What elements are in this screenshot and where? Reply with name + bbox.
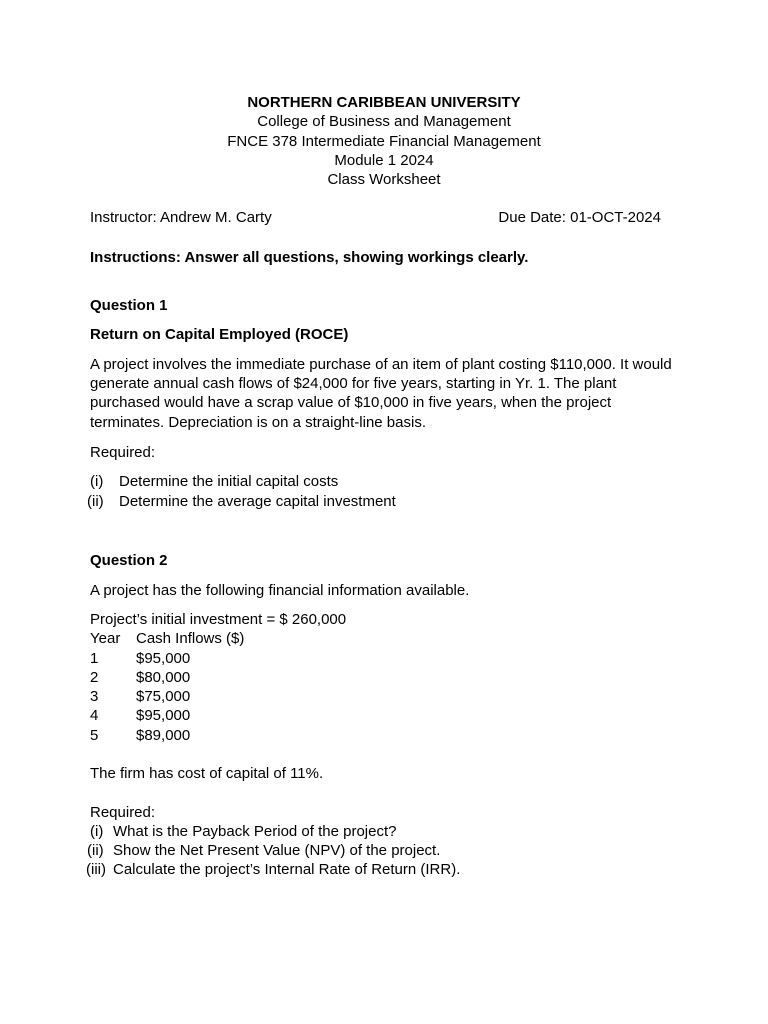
table-cell-cash: $89,000 xyxy=(136,727,191,744)
question-1-text-line: purchased would have a scrap value of $10,000 in five years, when the project xyxy=(90,394,612,411)
worksheet-type: Class Worksheet xyxy=(327,171,441,188)
table-cell-year: 5 xyxy=(90,727,99,744)
list-item-number: (ii) xyxy=(87,842,104,859)
question-1-text-line: A project involves the immediate purchase of an item of plant costing $110,000. It would xyxy=(90,356,672,373)
list-item-number: (i) xyxy=(90,473,104,490)
university-title: NORTHERN CARIBBEAN UNIVERSITY xyxy=(247,94,521,111)
table-header-cash: Cash Inflows ($) xyxy=(136,630,245,647)
question-2-heading: Question 2 xyxy=(90,552,168,569)
table-cell-cash: $95,000 xyxy=(136,707,191,724)
question-1-text-line: generate annual cash flows of $24,000 for five years, starting in Yr. 1. The plant xyxy=(90,375,617,392)
table-header-year: Year xyxy=(90,630,121,647)
module-label: Module 1 2024 xyxy=(334,152,434,169)
question-1-required: Required: xyxy=(90,444,156,461)
course-title: FNCE 378 Intermediate Financial Management xyxy=(227,133,541,150)
initial-investment: Project’s initial investment = $ 260,000 xyxy=(90,611,347,628)
table-cell-cash: $95,000 xyxy=(136,650,191,667)
list-item-number: (ii) xyxy=(87,493,104,510)
table-cell-year: 1 xyxy=(90,650,99,667)
table-cell-cash: $75,000 xyxy=(136,688,191,705)
list-item-number: (iii) xyxy=(86,861,106,878)
table-cell-year: 4 xyxy=(90,707,99,724)
question-2-intro: A project has the following financial information available. xyxy=(90,582,470,599)
list-item-text: Determine the average capital investment xyxy=(119,493,396,510)
question-1-heading: Question 1 xyxy=(90,297,168,314)
cost-of-capital: The firm has cost of capital of 11%. xyxy=(90,765,324,782)
college-name: College of Business and Management xyxy=(257,113,511,130)
list-item-text: What is the Payback Period of the project? xyxy=(113,823,397,840)
instructions: Instructions: Answer all questions, showing workings clearly. xyxy=(90,249,529,266)
list-item-text: Calculate the project’s Internal Rate of Return (IRR). xyxy=(113,861,461,878)
table-cell-year: 2 xyxy=(90,669,99,686)
instructor-line: Instructor: Andrew M. Carty xyxy=(90,209,272,226)
table-cell-cash: $80,000 xyxy=(136,669,191,686)
question-1-text-line: terminates. Depreciation is on a straight-line basis. xyxy=(90,414,426,431)
question-1-subheading: Return on Capital Employed (ROCE) xyxy=(90,326,349,343)
list-item-number: (i) xyxy=(90,823,104,840)
list-item-text: Determine the initial capital costs xyxy=(119,473,339,490)
question-2-required: Required: xyxy=(90,804,156,821)
list-item-text: Show the Net Present Value (NPV) of the project. xyxy=(113,842,441,859)
due-date: Due Date: 01-OCT-2024 xyxy=(498,209,661,226)
table-cell-year: 3 xyxy=(90,688,99,705)
